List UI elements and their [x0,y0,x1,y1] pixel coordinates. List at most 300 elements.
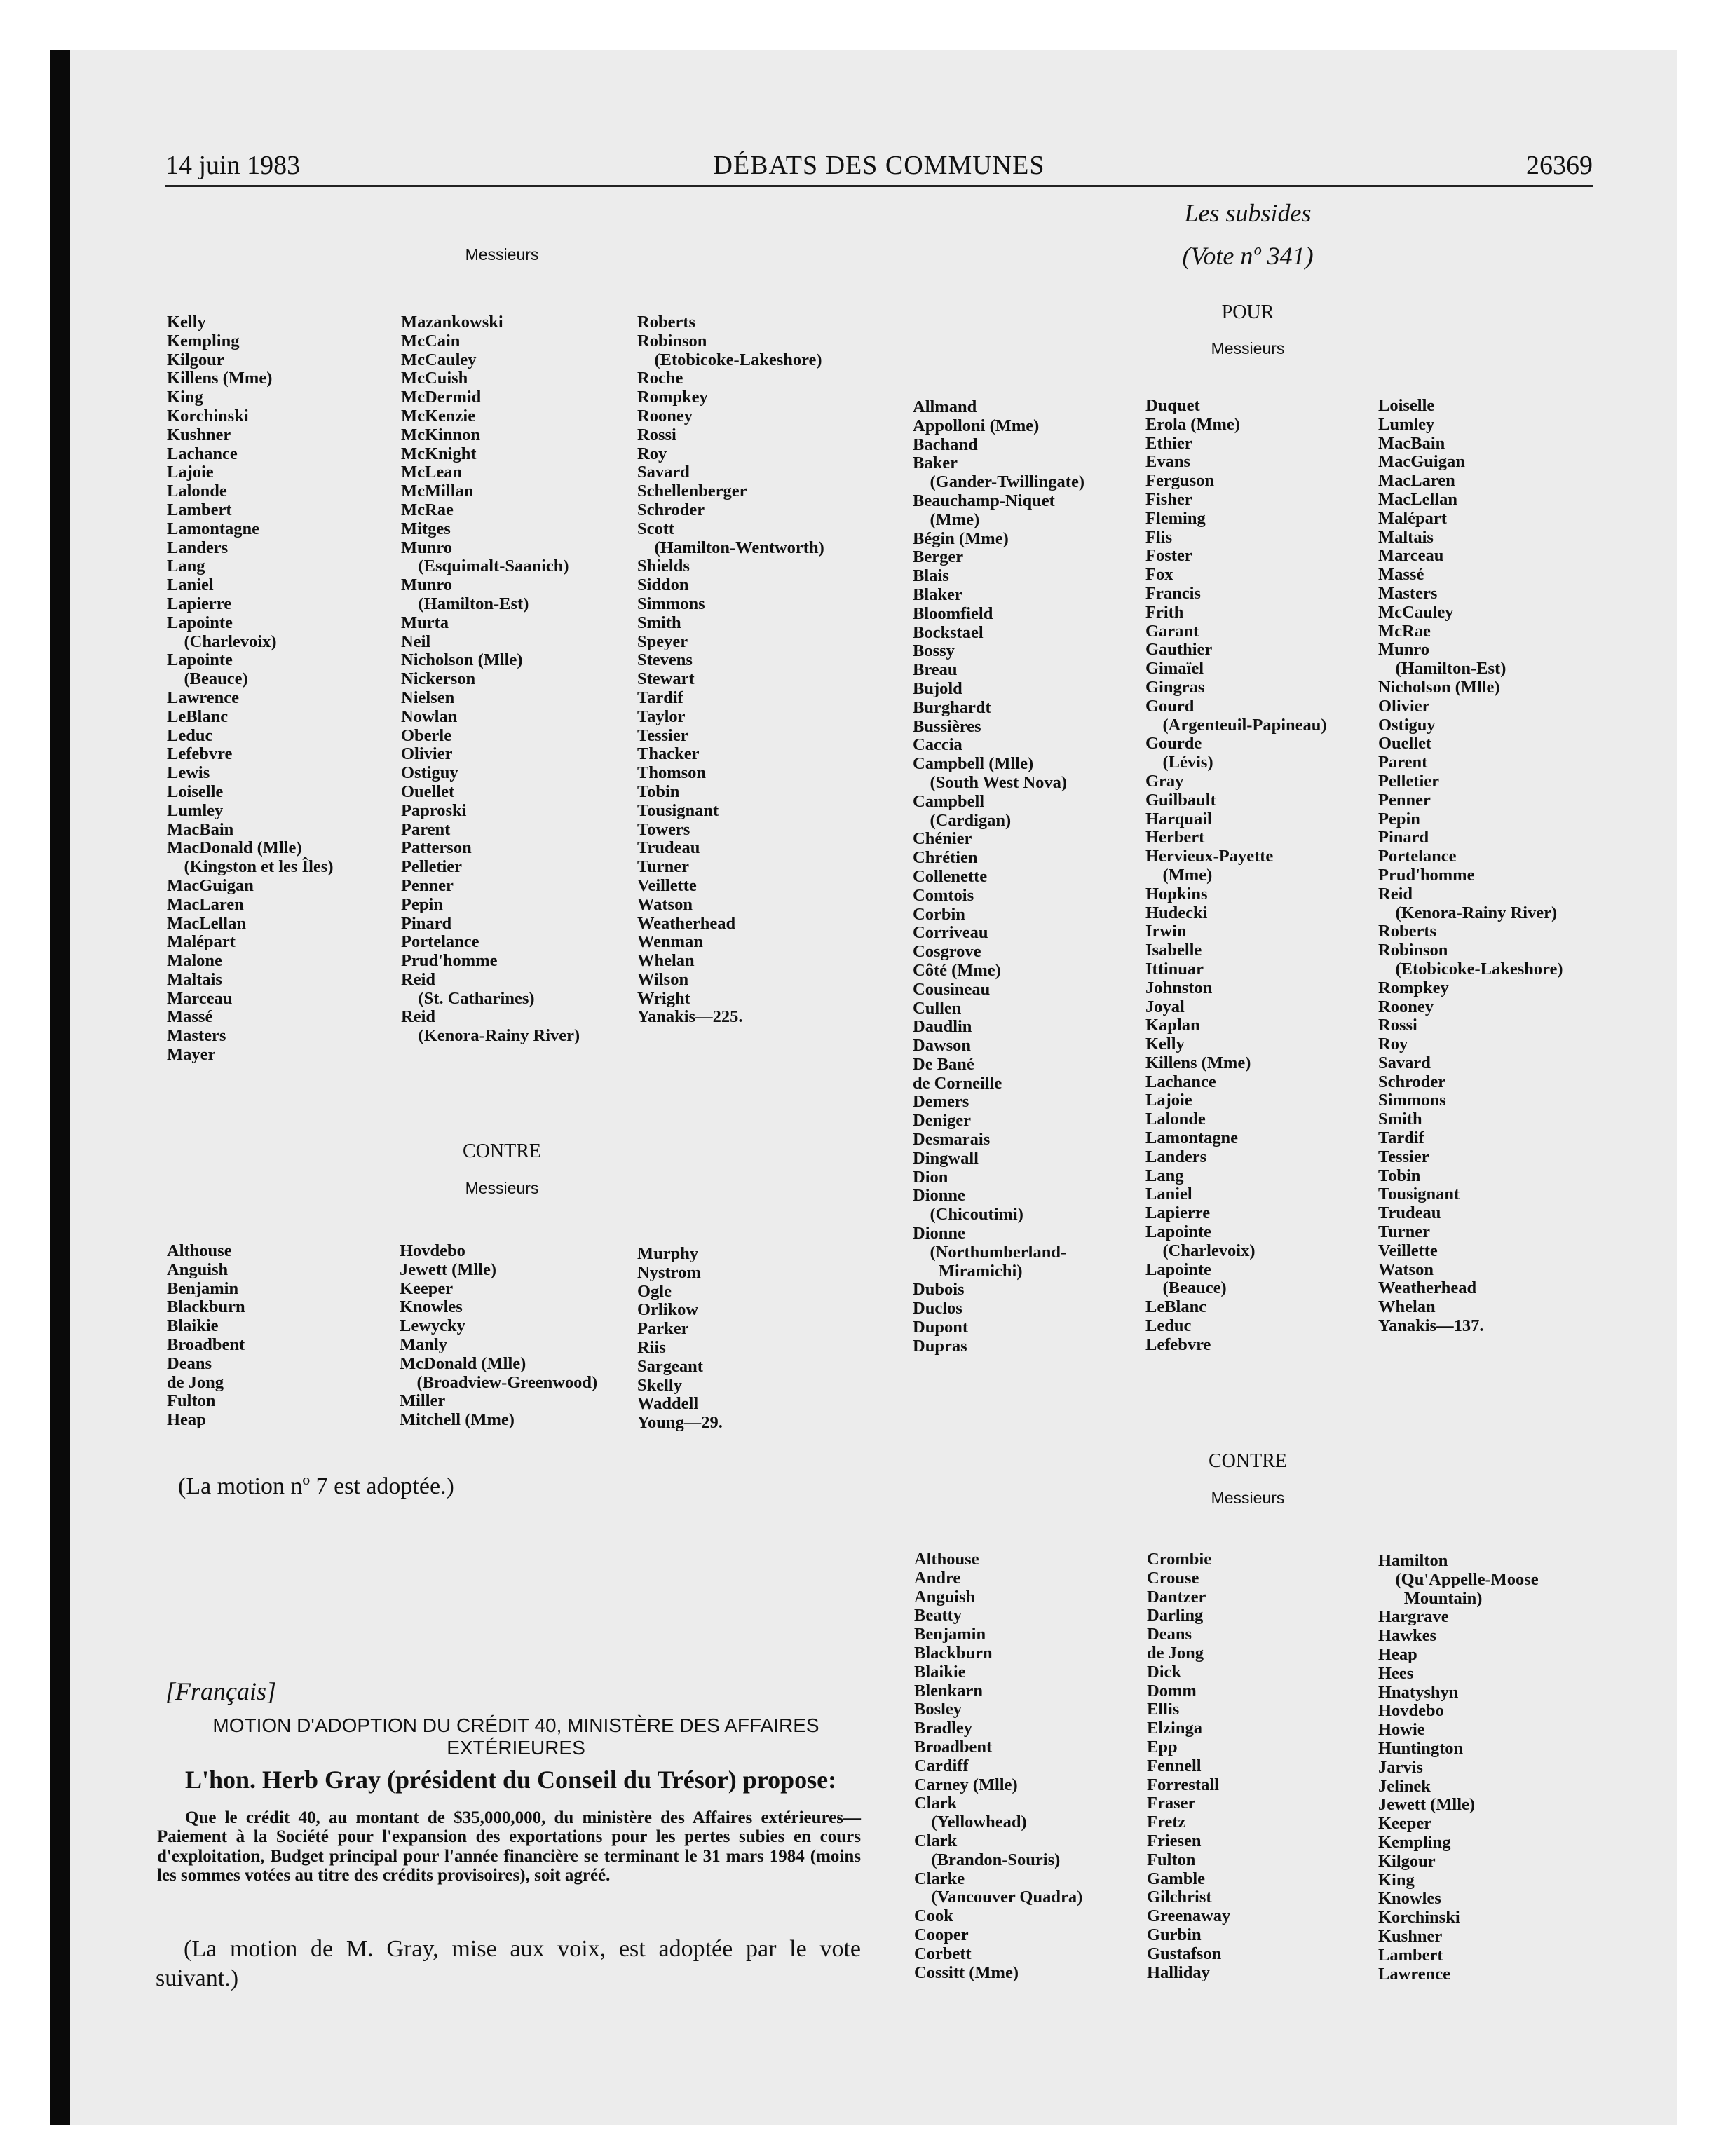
member-name: Beauchamp-Niquet [913,491,1055,510]
member-name: Waddell [637,1394,699,1414]
member-name: MacDonald (Mlle) [167,838,302,858]
member-name: Epp [1147,1737,1178,1756]
member-name: Roberts [637,313,696,332]
member-name: Kelly [167,313,206,332]
left-pour-col-2 [401,313,580,1046]
member-name: Patterson [401,838,472,858]
right-contre-heading: CONTRE [1209,1450,1287,1472]
member-name: Anguish [914,1587,976,1606]
member-name: Clark [914,1794,958,1813]
member-name: Maltais [1378,527,1434,547]
member-name: Tardif [637,688,683,707]
right-contre-col-1 [914,1550,1082,1982]
member-name: Sargeant [637,1356,703,1376]
member-name: Landers [1145,1147,1207,1166]
member-name: Thomson [637,763,707,783]
member-name: Corbin [913,904,965,924]
member-name: Munro [1378,640,1430,660]
member-name: Korchinski [167,406,249,425]
member-name: Paproski [401,800,467,820]
member-name: Bussières [913,716,981,736]
member-name: Savard [637,463,690,482]
member-name: Masters [167,1026,226,1046]
member-name: Rossi [1378,1016,1417,1035]
member-name: Fulton [1147,1850,1196,1869]
member-name: Massé [167,1007,213,1027]
member-name: Killens (Mme) [1145,1053,1251,1072]
member-name: Cook [914,1906,953,1926]
member-name: Gurbin [1147,1925,1202,1944]
member-name: Appolloni (Mme) [913,416,1040,435]
member-name: Tardif [1378,1128,1424,1148]
member-name: Roche [637,369,683,388]
member-name: Prud'homme [1378,865,1475,885]
member-name: Watson [637,894,693,914]
member-name: Desmarais [913,1130,991,1149]
page-header [165,146,1593,187]
member-name: Pinard [401,913,452,933]
member-name: Dubois [913,1280,965,1299]
member-name: MacLellan [1378,489,1457,509]
member-name: Cousineau [913,979,991,999]
left-pour-col-3 [637,313,824,1027]
member-name: Gourde [1145,734,1202,753]
member-name: Kilgour [1378,1851,1436,1871]
member-name: (Chicoutimi) [913,1205,1023,1224]
left-pour-col-1 [167,313,334,1065]
member-name: (Argenteuil-Papineau) [1145,715,1327,735]
member-name: Hovdebo [1378,1701,1444,1721]
member-name: Lewis [167,763,210,783]
member-name: (Hamilton-Est) [1378,659,1506,678]
header-title: DÉBATS DES COMMUNES [713,151,1045,180]
member-name: Yanakis—225. [637,1007,743,1027]
member-name: Blaikie [914,1662,966,1681]
member-name: Campbell [913,791,985,811]
member-name: Pepin [401,894,443,914]
member-name: de Jong [1147,1643,1204,1663]
member-name: Scott [637,519,675,538]
member-name: Malépart [167,932,236,952]
header-date: 14 juin 1983 [165,151,301,180]
member-name: Frith [1145,602,1184,622]
member-name: (Yellowhead) [914,1813,1027,1832]
member-name: Clarke [914,1869,965,1888]
member-name: Lalonde [1145,1110,1206,1129]
member-name: Parent [1378,753,1428,772]
member-name: Bujold [913,678,962,698]
right-pour-col-2 [1145,397,1327,1355]
member-name: Oberle [401,725,452,745]
member-name: Lefebvre [167,744,233,764]
member-name: (Qu'Appelle-Moose [1378,1569,1539,1589]
member-name: Rompkey [637,388,708,407]
member-name: Pepin [1378,809,1420,828]
member-name: Bégin (Mme) [913,528,1009,548]
member-name: McDonald (Mlle) [400,1353,526,1373]
member-name: Duclos [913,1299,962,1318]
member-name: Côté (Mme) [913,960,1001,980]
member-name: Bosley [914,1700,962,1719]
member-name: Nielsen [401,688,455,707]
member-name: Murphy [637,1244,699,1263]
member-name: Schroder [637,500,705,519]
member-name: Roy [637,444,667,463]
member-name: Collenette [913,866,988,886]
member-name: Hnatyshyn [1378,1682,1459,1702]
member-name: Skelly [637,1375,682,1395]
member-name: Lachance [167,444,238,463]
member-name: Kempling [167,331,240,350]
left-messieurs-heading: Messieurs [465,245,539,264]
member-name: Demers [913,1092,969,1112]
member-name: Crouse [1147,1568,1199,1588]
member-name: Blenkarn [914,1681,984,1700]
member-name: Burghardt [913,697,991,717]
member-name: Althouse [167,1241,232,1260]
member-name: De Bané [913,1054,974,1074]
member-name: Cardiff [914,1756,969,1775]
member-name: Prud'homme [401,951,498,971]
member-name: Penner [401,875,454,895]
member-name: Dantzer [1147,1587,1206,1606]
member-name: Tobin [637,782,680,801]
member-name: Hovdebo [400,1241,465,1260]
member-name: Olivier [401,744,453,764]
member-name: Maltais [167,969,222,989]
member-name: Portelance [1378,847,1457,866]
left-contre-col-3 [637,1245,723,1433]
member-name: Reid [401,969,435,989]
member-name: Lapointe [1145,1222,1211,1242]
member-name: Althouse [914,1550,979,1569]
member-name: Simmons [637,594,705,613]
member-name: Gray [1145,771,1184,791]
member-name: Penner [1378,790,1431,810]
member-name: Nicholson (Mlle) [1378,677,1500,697]
member-name: Lachance [1145,1072,1216,1091]
member-name: Killens (Mme) [167,369,273,388]
member-name: Chénier [913,829,972,849]
motion-adopted-note: (La motion nº 7 est adoptée.) [178,1473,454,1499]
member-name: Turner [637,857,689,877]
member-name: Leduc [1145,1316,1192,1336]
member-name: (South West Nova) [913,772,1068,792]
member-name: Foster [1145,546,1192,566]
member-name: Fisher [1145,489,1192,509]
member-name: Garant [1145,621,1199,641]
member-name: Baker [913,453,958,473]
proposer-line: L'hon. Herb Gray (président du Conseil du Trésor) propose: [185,1766,837,1794]
member-name: Lajoie [167,463,214,482]
member-name: (Gander-Twillingate) [913,472,1084,492]
member-name: Kaplan [1145,1016,1200,1035]
member-name: Guilbault [1145,790,1216,810]
member-name: Gilchrist [1147,1888,1212,1907]
member-name: Huntington [1378,1738,1464,1758]
member-name: Riis [637,1337,666,1357]
member-name: Blaker [913,585,962,604]
member-name: Fleming [1145,508,1206,528]
member-name: (Northumberland- [913,1242,1067,1262]
member-name: Fennell [1147,1756,1202,1775]
member-name: Pelletier [1378,771,1440,791]
member-name: Veillette [637,875,697,895]
member-name: Yanakis—137. [1378,1316,1484,1336]
motion-title-line-2: EXTÉRIEURES [447,1737,585,1759]
member-name: (Hamilton-Wentworth) [637,538,824,557]
member-name: McRae [1378,621,1431,641]
member-name: Weatherhead [1378,1278,1477,1298]
member-name: Irwin [1145,922,1187,941]
member-name: Fretz [1147,1813,1186,1832]
member-name: Ittinuar [1145,959,1204,978]
member-name: Breau [913,660,958,680]
left-contre-heading: CONTRE [463,1140,541,1162]
member-name: Bloomfield [913,603,993,623]
member-name: Blackburn [914,1643,993,1663]
member-name: MacGuigan [167,875,254,895]
member-name: Gingras [1145,677,1205,697]
member-name: Isabelle [1145,941,1202,960]
member-name: Jelinek [1378,1776,1431,1796]
member-name: (Charlevoix) [1145,1241,1256,1260]
member-name: Parker [637,1319,689,1339]
member-name: Jewett (Mlle) [1378,1795,1476,1815]
member-name: Manly [400,1335,448,1354]
member-name: Knowles [400,1297,463,1317]
member-name: Gamble [1147,1869,1206,1888]
member-name: Evans [1145,452,1191,472]
member-name: Munro [401,575,453,595]
right-contre-messieurs: Messieurs [1211,1489,1285,1507]
member-name: Laniel [1145,1185,1192,1204]
member-name: Corriveau [913,923,988,943]
member-name: Lambert [167,500,232,519]
member-name: Heap [167,1410,206,1430]
member-name: (Kenora-Rainy River) [401,1026,580,1046]
member-name: Dupras [913,1336,967,1356]
member-name: Portelance [401,932,479,952]
member-name: McRae [401,500,454,519]
member-name: Gustafson [1147,1944,1222,1963]
member-name: Schroder [1378,1072,1446,1091]
member-name: Hudecki [1145,903,1208,922]
member-name: Neil [401,632,431,651]
member-name: Tobin [1378,1166,1421,1185]
member-name: McCain [401,331,461,350]
member-name: Mazankowski [401,313,503,332]
member-name: Taylor [637,707,686,726]
member-name: Cossitt (Mme) [914,1963,1019,1982]
member-name: Lapierre [1145,1203,1211,1223]
member-name: King [167,388,203,407]
left-contre-col-1 [167,1242,245,1430]
member-name: Hargrave [1378,1607,1449,1627]
member-name: (Charlevoix) [167,632,277,651]
right-pour-messieurs: Messieurs [1211,339,1285,357]
member-name: Bradley [914,1719,973,1738]
member-name: Rompkey [1378,978,1449,997]
member-name: Watson [1378,1260,1434,1279]
member-name: Darling [1147,1606,1204,1625]
member-name: (Hamilton-Est) [401,594,529,613]
member-name: (Mme) [1145,865,1213,885]
member-name: de Jong [167,1372,224,1392]
member-name: Reid [401,1007,435,1027]
member-name: MacBain [1378,433,1445,453]
member-name: Lapointe [1145,1260,1211,1279]
member-name: Lamontagne [1145,1128,1239,1148]
member-name: Stewart [637,669,695,689]
member-name: Marceau [1378,546,1444,566]
member-name: Duquet [1145,396,1200,415]
member-name: (Beauce) [1145,1278,1227,1298]
member-name: MacLaren [1378,471,1455,491]
member-name: Shields [637,557,690,576]
vote-number: (Vote nº 341) [1182,242,1314,270]
member-name: McDermid [401,388,482,407]
member-name: Blackburn [167,1297,245,1317]
member-name: McKnight [401,444,477,463]
member-name: Lumley [1378,414,1435,434]
member-name: Whelan [1378,1297,1436,1317]
member-name: McKinnon [401,425,480,444]
member-name: Francis [1145,583,1201,603]
right-pour-col-1 [913,398,1084,1356]
member-name: (Etobicoke-Lakeshore) [637,350,822,369]
member-name: Massé [1378,565,1424,585]
member-name: MacGuigan [1378,452,1465,472]
member-name: Ostiguy [401,763,458,783]
member-name: Mayer [167,1045,216,1065]
member-name: Ethier [1145,433,1192,453]
member-name: Robinson [637,331,707,350]
member-name: Mitchell (Mme) [400,1410,515,1430]
member-name: LeBlanc [167,707,229,726]
member-name: Hopkins [1145,884,1208,903]
right-contre-col-3 [1378,1552,1539,1984]
motion-title [165,1714,866,1759]
member-name: Parent [401,819,451,839]
member-name: Friesen [1147,1831,1202,1850]
member-name: Simmons [1378,1091,1446,1110]
left-contre-col-2 [400,1242,597,1430]
left-contre-messieurs: Messieurs [465,1179,539,1197]
member-name: (Brandon-Souris) [914,1850,1061,1869]
member-name: Murta [401,613,449,632]
member-name: Kelly [1145,1035,1185,1054]
member-name: Rossi [637,425,676,444]
member-name: McLean [401,463,463,482]
member-name: Kushner [1378,1926,1443,1946]
member-name: Gimaïel [1145,659,1204,678]
member-name: Benjamin [167,1278,239,1298]
member-name: Schellenberger [637,482,747,501]
member-name: Crombie [1147,1550,1212,1569]
member-name: Tessier [637,725,688,745]
member-name: Munro [401,538,453,557]
member-name: Trudeau [637,838,700,858]
member-name: Rooney [1378,997,1434,1016]
member-name: (Kingston et les Îles) [167,857,334,877]
member-name: Kushner [167,425,231,444]
member-name: Olivier [1378,696,1430,716]
member-name: Dick [1147,1662,1181,1681]
member-name: Loiselle [167,782,224,801]
member-name: Nicholson (Mlle) [401,650,523,670]
member-name: Reid [1378,884,1413,903]
member-name: Dawson [913,1036,972,1056]
member-name: Masters [1378,583,1438,603]
member-name: Lefebvre [1145,1335,1211,1354]
member-name: Dionne [913,1224,965,1243]
member-name: Orlikow [637,1300,699,1320]
member-name: Jewett (Mlle) [400,1260,497,1279]
member-name: Knowles [1378,1889,1441,1909]
right-pour-col-3 [1378,397,1563,1336]
member-name: Wilson [637,969,689,989]
member-name: Dingwall [913,1148,979,1168]
member-name: Comtois [913,885,974,905]
member-name: McCauley [401,350,477,369]
member-name: Trudeau [1378,1203,1441,1223]
member-name: Keeper [400,1278,454,1298]
member-name: Landers [167,538,229,557]
member-name: Marceau [167,988,233,1008]
member-name: Tousignant [637,800,719,820]
member-name: (Cardigan) [913,810,1012,830]
member-name: (Beauce) [167,669,248,689]
member-name: MacBain [167,819,234,839]
member-name: Keeper [1378,1814,1432,1834]
member-name: Hawkes [1378,1626,1437,1646]
member-name: King [1378,1870,1415,1890]
member-name: Lumley [167,800,224,820]
member-name: Veillette [1378,1241,1438,1260]
member-name: Berger [913,547,964,567]
member-name: Korchinski [1378,1908,1460,1928]
member-name: Fraser [1147,1794,1196,1813]
member-name: Smith [637,613,681,632]
right-contre-col-2 [1147,1550,1230,1982]
member-name: Tessier [1378,1147,1429,1166]
member-name: Stevens [637,650,693,670]
member-name: Miramichi) [913,1261,1023,1281]
member-name: Savard [1378,1053,1431,1072]
member-name: Johnston [1145,978,1213,997]
member-name: Lapierre [167,594,232,613]
member-name: Cooper [914,1925,969,1944]
member-name: McCuish [401,369,468,388]
member-name: Miller [400,1391,446,1411]
member-name: Caccia [913,735,962,755]
right-pour-heading: POUR [1221,301,1274,323]
member-name: Speyer [637,632,688,651]
member-name: Forrestall [1147,1775,1219,1794]
member-name: McMillan [401,482,474,501]
member-name: de Corneille [913,1073,1002,1093]
member-name: Lapointe [167,650,233,670]
member-name: McCauley [1378,602,1454,622]
member-name: Deans [167,1353,212,1373]
member-name: (Vancouver Quadra) [914,1888,1083,1907]
member-name: Kilgour [167,350,224,369]
member-name: Kempling [1378,1832,1451,1852]
member-name: Turner [1378,1222,1430,1242]
member-name: Nickerson [401,669,476,689]
member-name: Wright [637,988,690,1008]
